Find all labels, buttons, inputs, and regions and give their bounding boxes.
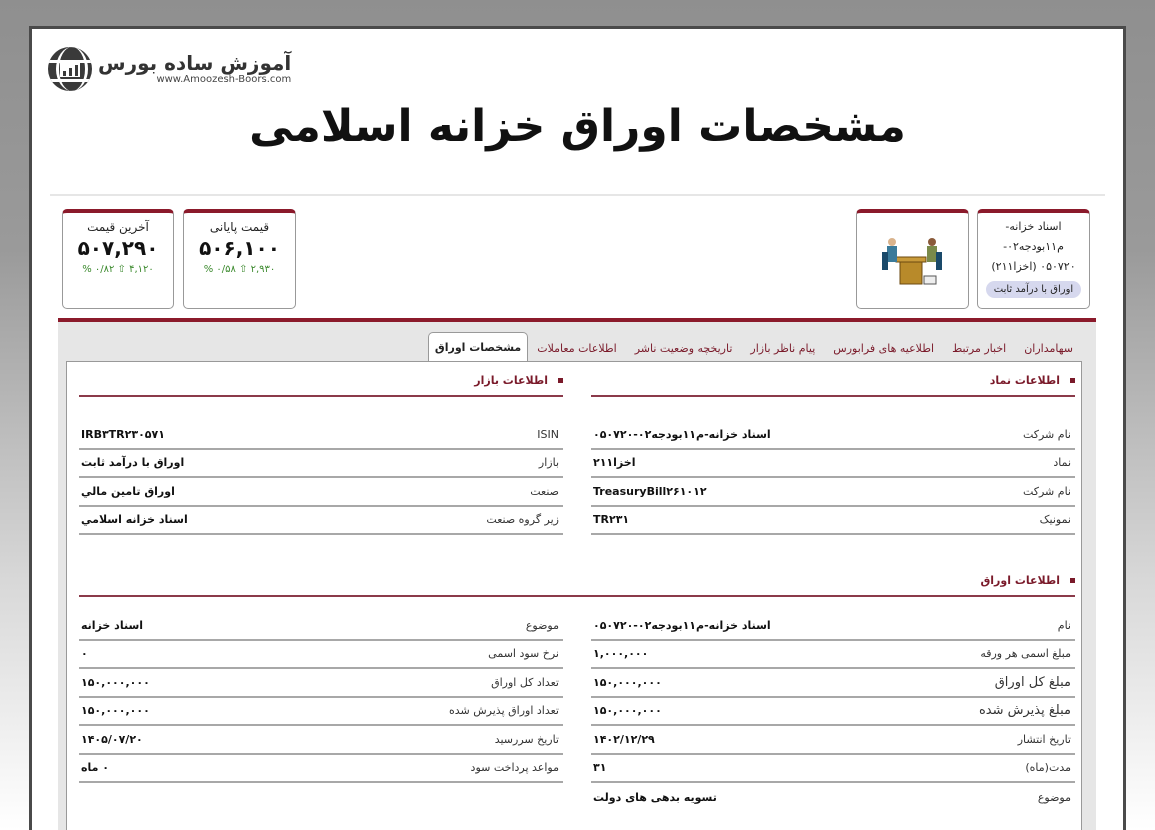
row-label: نام شرکت (1022, 427, 1071, 441)
bond-info-left (79, 612, 563, 783)
symbol-card (977, 209, 1090, 309)
row-label: زیر گروه صنعت (486, 513, 559, 527)
last-price-card (62, 209, 174, 309)
table-row (79, 507, 563, 536)
row-label: تعداد کل اوراق (491, 675, 559, 689)
section-heading: اطلاعات بازار (474, 374, 548, 387)
table-row (591, 698, 1075, 727)
bullet-icon (1070, 378, 1075, 383)
market-badge: اوراق با درآمد ثابت (986, 281, 1081, 298)
tab-ifb-notices[interactable]: اطلاعیه های فرابورس (833, 342, 935, 355)
table-row (79, 698, 563, 727)
section-heading: اطلاعات نماد (989, 374, 1060, 387)
table-row (79, 450, 563, 479)
globe-chart-icon (48, 47, 92, 91)
row-value: ۱۵۰,۰۰۰,۰۰۰ (81, 704, 150, 718)
row-label: نام شرکت (1022, 484, 1071, 498)
row-value: ۱,۰۰۰,۰۰۰ (593, 647, 649, 661)
table-row (79, 612, 563, 641)
table-row (79, 421, 563, 450)
tab-trade-info[interactable]: اطلاعات معاملات (537, 342, 617, 355)
row-label: تاریخ سررسید (494, 732, 559, 746)
row-value: اسناد خزانه اسلامي (81, 513, 188, 527)
row-value: ۰ ماه (81, 761, 109, 775)
row-value: اوراق تامین مالي (81, 484, 175, 498)
row-value: ۳۱ (593, 761, 607, 775)
table-row (79, 641, 563, 670)
row-label: نماد (1053, 456, 1071, 470)
row-value: اسناد خزانه (81, 618, 144, 632)
closing-price-card (183, 209, 296, 309)
row-label: موضوع (525, 618, 559, 632)
row-value: اخزا۲۱۱ (593, 456, 636, 470)
symbol-info-section (591, 374, 1075, 535)
last-price-value: ۵۰۷,۲۹۰ (77, 236, 159, 260)
row-label: مواعد پرداخت سود (470, 761, 559, 775)
symbol-name-line2: م۱۱بودجه۰۲- (1003, 240, 1064, 253)
row-label: تاریخ انتشار (1017, 732, 1071, 746)
bullet-icon (558, 378, 563, 383)
brand-logo[interactable] (48, 47, 291, 91)
row-value: TreasuryBill۲۶۱۰۱۲ (593, 484, 707, 498)
market-info-section (79, 374, 563, 535)
tab-shareholders[interactable]: سهامداران (1024, 342, 1073, 355)
row-label: موضوع (1037, 790, 1071, 804)
symbol-name-line1: اسناد خزانه- (1005, 220, 1062, 233)
tab-bond-specs[interactable]: مشخصات اوراق (428, 332, 528, 363)
table-row (591, 478, 1075, 507)
tab-content (66, 361, 1082, 830)
tab-issuer-history[interactable]: تاریخچه وضعیت ناشر (634, 342, 733, 355)
row-value: اوراق با درآمد ثابت (81, 456, 185, 470)
row-label: بازار (538, 456, 559, 470)
bond-info-section (79, 574, 1075, 597)
row-value: TR۲۳۱ (593, 513, 630, 527)
details-panel (58, 318, 1096, 830)
closing-price-value: ۵۰۶,۱۰۰ (199, 236, 280, 260)
table-row (591, 507, 1075, 536)
page-title: مشخصات اوراق خزانه اسلامی (249, 101, 906, 152)
table-row (79, 726, 563, 755)
brand-url: www.Amoozesh-Boors.com (156, 74, 292, 85)
table-row (591, 450, 1075, 479)
row-value: ۱۵۰,۰۰۰,۰۰۰ (593, 675, 662, 689)
bond-info-right (591, 612, 1075, 812)
symbol-name-line3: ۰۵۰۷۲۰ (اخزا۲۱۱) (991, 260, 1076, 273)
last-price-change: ۴,۱۲۰ ⇧ ۰/۸۲ % (82, 264, 154, 275)
row-label: ISIN (537, 427, 559, 441)
row-value: تسویه بدهی های دولت (593, 790, 717, 804)
illustration-card (856, 209, 969, 309)
table-row (79, 478, 563, 507)
row-label: تعداد اوراق پذیرش شده (448, 704, 559, 718)
table-row (591, 755, 1075, 784)
row-label: نرخ سود اسمی (488, 647, 559, 661)
page-frame (29, 26, 1126, 830)
brand-name: آموزش ساده بورس (98, 51, 292, 75)
business-meeting-illustration-icon (857, 213, 968, 308)
card-title: آخرین قیمت (87, 220, 149, 234)
row-value: ۱۵۰,۰۰۰,۰۰۰ (593, 704, 662, 718)
row-value: اسناد خزانه-م۱۱بودجه۰۲-۰۵۰۷۲۰ (593, 427, 771, 441)
tab-bar (428, 332, 1082, 363)
row-value: اسناد خزانه-م۱۱بودجه۰۲-۰۵۰۷۲۰ (593, 618, 771, 632)
table-row (591, 641, 1075, 670)
row-value: ۱۴۰۵/۰۷/۲۰ (81, 732, 143, 746)
row-value: IRB۳TR۲۳۰۵۷۱ (81, 427, 165, 441)
tab-supervisor-message[interactable]: پیام ناظر بازار (750, 342, 816, 355)
row-label: مبلغ پذیرش شده (978, 703, 1071, 719)
tab-related-news[interactable]: اخبار مرتبط (952, 342, 1007, 355)
table-row (591, 726, 1075, 755)
row-label: مبلغ کل اوراق (994, 674, 1071, 690)
row-label: مبلغ اسمی هر ورقه (980, 647, 1071, 661)
divider (50, 194, 1105, 196)
table-row (79, 669, 563, 698)
card-title: قیمت پایانی (209, 220, 270, 234)
table-row (591, 421, 1075, 450)
section-heading: اطلاعات اوراق (980, 574, 1060, 587)
table-row (591, 612, 1075, 641)
row-label: نمونیک (1039, 513, 1071, 527)
table-row (591, 783, 1075, 812)
row-value: ۱۴۰۲/۱۲/۲۹ (593, 732, 655, 746)
table-row (591, 669, 1075, 698)
row-label: صنعت (530, 484, 559, 498)
row-value: ۱۵۰,۰۰۰,۰۰۰ (81, 675, 150, 689)
bullet-icon (1070, 578, 1075, 583)
closing-price-change: ۲,۹۳۰ ⇧ ۰/۵۸ % (203, 264, 276, 275)
row-label: مدت(ماه) (1025, 761, 1071, 775)
row-label: نام (1057, 618, 1071, 632)
table-row (79, 755, 563, 784)
row-value: ۰ (81, 647, 88, 661)
